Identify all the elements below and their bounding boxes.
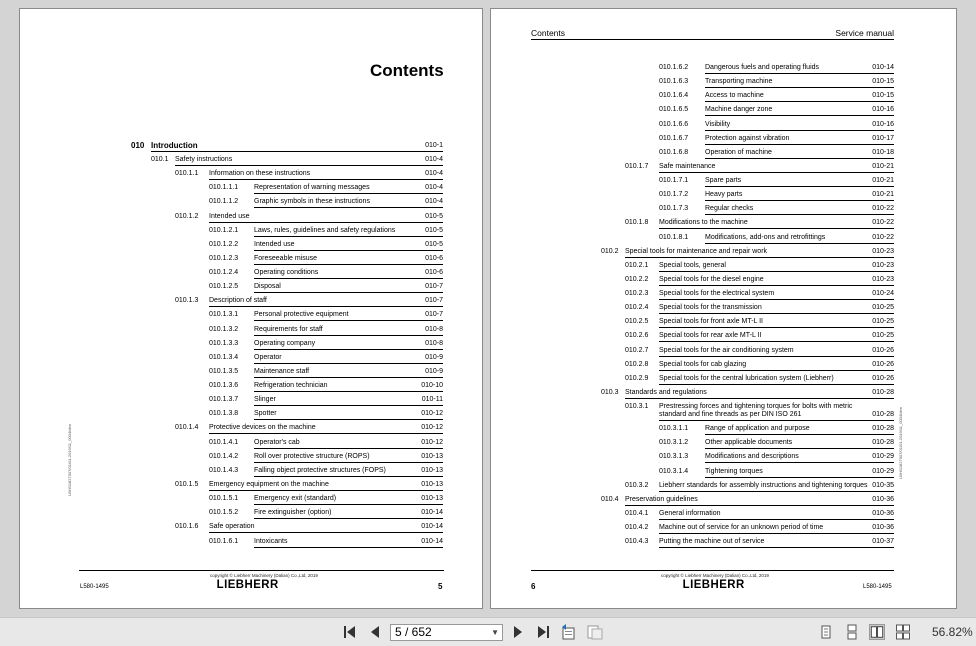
- first-page-icon[interactable]: [343, 625, 357, 639]
- toc-entry-number: 010.2.4: [625, 304, 649, 312]
- toc-entry-rule: [659, 420, 894, 421]
- toc-entry-rule: [659, 519, 894, 520]
- toc-entry-rule: [254, 448, 443, 449]
- toc-entry-number: 010.4.1: [625, 509, 649, 517]
- copyright-text: copyright © Liebherr Machinery (Dalian) Co.,Ltd, 2019: [210, 573, 318, 578]
- toc-entry-title: Special tools for maintenance and repair work: [625, 247, 768, 255]
- toc-entry-title: Spare parts: [705, 177, 742, 185]
- toc-entry-title: Special tools for the central lubrication system (Liebherr): [659, 374, 834, 382]
- toc-entry-page: 010-22: [872, 205, 894, 213]
- toc-entry-title: Fire extinguisher (option): [254, 509, 332, 517]
- copyright-text: copyright © Liebherr Machinery (Dalian) Co.,Ltd, 2019: [661, 573, 769, 578]
- toc-entry-number: 010.1.1: [175, 170, 199, 178]
- toc-entry-page: 010-12: [421, 438, 443, 446]
- last-page-icon[interactable]: [536, 625, 550, 639]
- toc-entry-title: Dangerous fuels and operating fluids: [705, 64, 820, 71]
- toc-entry-rule: [705, 158, 894, 159]
- toc-entry-rule: [705, 87, 894, 88]
- toc-entry-title: Slinger: [254, 396, 276, 404]
- toc-entry-title: Putting the machine out of service: [659, 538, 765, 546]
- toc-entry-page: 010-5: [425, 240, 443, 248]
- toc-entry-rule: [659, 313, 894, 314]
- toc-entry-title: Maintenance staff: [254, 367, 310, 375]
- toc-entry-title: Operating conditions: [254, 269, 319, 277]
- toc-entry-number: 010.1.3.5: [209, 367, 239, 375]
- toc-entry-title: General information: [659, 509, 721, 517]
- toc-entry-title: Falling object protective structures (FOPS): [254, 466, 386, 474]
- toc-entry-page: 010-16: [872, 120, 894, 128]
- model-code: L580-1495: [80, 584, 109, 590]
- toc-entry-rule: [705, 101, 894, 102]
- toc-entry-title: Regular checks: [705, 205, 754, 213]
- toc-entry-rule: [254, 405, 443, 406]
- toc-entry-title: Requirements for staff: [254, 325, 323, 333]
- toc-entry-page: 010-15: [872, 78, 894, 86]
- chapter-number: 010: [131, 141, 145, 150]
- toc-entry-number: 010.1.8: [625, 219, 649, 227]
- toc-entry-rule: [705, 144, 894, 145]
- footer-rule: [79, 570, 444, 571]
- toc-entry-rule: [659, 370, 894, 371]
- chapter-title: Introduction: [151, 141, 198, 150]
- toc-entry-number: 010.1.7.1: [659, 177, 689, 185]
- toc-entry-rule: [254, 363, 443, 364]
- toc-entry-rule: [625, 505, 894, 506]
- toc-entry-number: 010.1.3.6: [209, 382, 239, 390]
- toc-entry-number: 010.1.2.1: [209, 226, 239, 234]
- toc-entry-rule: [705, 477, 894, 478]
- toc-entry-rule: [254, 236, 443, 237]
- toc-entry-title: Description of staff: [209, 297, 267, 305]
- side-doc-code: LBH/11827007/01/01-2019/11_0004/den: [898, 407, 903, 479]
- toc-entry-number: 010.3.1.1: [659, 425, 689, 433]
- toc-entry-page: 010-26: [872, 374, 894, 382]
- toc-entry-page: 010-28: [872, 388, 894, 396]
- toc-entry-rule: [705, 115, 894, 116]
- toc-entry-page: 010-26: [872, 346, 894, 354]
- toc-entry-page: 010-18: [872, 148, 894, 156]
- toc-entry-number: 010.1.6.4: [659, 92, 689, 100]
- toc-entry-rule: [659, 384, 894, 385]
- toc-entry-title: Machine out of service for an unknown period of time: [659, 524, 824, 532]
- toc-entry-title: Heavy parts: [705, 191, 743, 199]
- toc-entry-page: 010-22: [872, 219, 894, 227]
- toc-entry-page: 010-7: [425, 283, 443, 291]
- toc-entry-rule: [705, 243, 894, 244]
- toc-entry-page: 010-9: [425, 353, 443, 361]
- toc-entry-number: 010.2.8: [625, 360, 649, 368]
- toc-entry-rule: [659, 299, 894, 300]
- toc-entry-number: 010.1.2.4: [209, 269, 239, 277]
- toc-entry-rule: [254, 320, 443, 321]
- toc-entry-page: 010-36: [872, 524, 894, 532]
- toc-entry-title: Information on these instructions: [209, 170, 311, 178]
- toc-entry-number: 010.2.1: [625, 261, 649, 269]
- toc-entry-number: 010.1.6.1: [209, 537, 239, 545]
- document-page-right: [490, 8, 957, 609]
- toc-entry-number: 010.1.6.3: [659, 78, 689, 86]
- toc-entry-number: 010.1.4: [175, 424, 199, 432]
- toc-entry-rule: [254, 462, 443, 463]
- toc-entry-number: 010.1.8.1: [659, 233, 689, 241]
- toc-entry-page: 010-11: [421, 396, 443, 404]
- toc-entry-page: 010-21: [872, 191, 894, 199]
- two-page-continuous-icon[interactable]: [895, 624, 911, 640]
- toc-entry-title: Safe operation: [209, 523, 255, 531]
- toc-entry-title: Disposal: [254, 283, 281, 291]
- toc-entry-page: 010-13: [421, 480, 443, 488]
- toc-entry-title: Special tools for cab glazing: [659, 360, 747, 368]
- toc-entry-number: 010.2.2: [625, 275, 649, 283]
- toc-entry-number: 010.1.3.3: [209, 339, 239, 347]
- toc-entry-title: Special tools, general: [659, 261, 726, 269]
- footer-rule: [531, 570, 894, 571]
- toc-entry-number: 010.1.2: [175, 212, 199, 220]
- toc-entry-page: 010-10: [421, 382, 443, 390]
- toc-entry-number: 010.1.7.2: [659, 191, 689, 199]
- toc-entry-page: 010-13: [421, 466, 443, 474]
- toc-entry-number: 010.3.2: [625, 481, 649, 489]
- header-contents: Contents: [531, 28, 566, 38]
- toc-entry-rule: [705, 130, 894, 131]
- toc-entry-rule: [254, 547, 443, 548]
- toc-entry-title: Special tools for front axle MT-L II: [659, 318, 764, 326]
- toc-entry-rule: [254, 504, 443, 505]
- toc-entry-rule: [659, 491, 894, 492]
- toc-entry-number: 010.1.5.2: [209, 509, 239, 517]
- toc-entry-title: Safe maintenance: [659, 162, 716, 170]
- toc-entry-rule: [705, 73, 894, 74]
- toc-entry-page: 010-14: [421, 523, 443, 531]
- toc-entry-page: 010-13: [421, 495, 443, 503]
- toc-entry-rule: [659, 533, 894, 534]
- toc-entry-page: 010-23: [872, 247, 894, 255]
- toc-entry-title: Preservation guidelines: [625, 495, 698, 503]
- chevron-down-icon[interactable]: ▼: [491, 628, 499, 637]
- toc-entry-number: 010.1.7.3: [659, 205, 689, 213]
- toc-entry-page: 010-28: [872, 425, 894, 433]
- toc-entry-page: 010-12: [421, 410, 443, 418]
- toc-entry-title: Emergency exit (standard): [254, 495, 337, 503]
- toc-entry-title: Machine danger zone: [705, 106, 773, 114]
- toc-entry-page: 010-23: [872, 275, 894, 283]
- zoom-level[interactable]: 56.82%: [932, 625, 973, 639]
- toc-entry-title: Emergency equipment on the machine: [209, 480, 329, 488]
- toc-entry-rule: [705, 200, 894, 201]
- toc-entry-rule: [659, 341, 894, 342]
- toc-entry-rule: [705, 462, 894, 463]
- toc-entry-page: 010-25: [872, 318, 894, 326]
- two-page-icon[interactable]: [869, 624, 885, 640]
- toc-entry-rule: [209, 306, 443, 307]
- toc-entry-number: 010.1.7: [625, 162, 649, 170]
- contents-title: Contents: [370, 61, 444, 80]
- toc-entry-title: Roll over protective structure (ROPS): [254, 452, 370, 460]
- toc-entry-number: 010.1.3.4: [209, 353, 239, 361]
- toc-entry-page: 010-14: [421, 537, 443, 545]
- toc-entry-title: Representation of warning messages: [254, 184, 370, 192]
- toc-entry-title: Access to machine: [705, 92, 764, 100]
- toc-entry-number: 010.1.6.8: [659, 148, 689, 156]
- toc-entry-number: 010.1.4.2: [209, 452, 239, 460]
- toc-entry-title: Intended use: [254, 240, 295, 248]
- toc-entry-title: Personal protective equipment: [254, 311, 349, 319]
- toc-entry-number: 010.1.4.1: [209, 438, 239, 446]
- toc-entry-rule: [659, 356, 894, 357]
- toc-entry-number: 010.1.5: [175, 480, 199, 488]
- toc-entry-rule: [254, 207, 443, 208]
- toc-entry-title: Operating company: [254, 339, 316, 347]
- toc-entry-number: 010.4.2: [625, 524, 649, 532]
- toc-entry-title: Modifications and descriptions: [705, 453, 799, 461]
- toc-entry-title: Spotter: [254, 410, 277, 418]
- toc-entry-rule: [659, 547, 894, 548]
- toc-entry-title: Special tools for the air conditioning system: [659, 346, 794, 354]
- toc-entry-page: 010-35: [872, 481, 894, 489]
- toc-entry-rule: [209, 179, 443, 180]
- toc-entry-page: 010-25: [872, 332, 894, 340]
- toc-entry-number: 010.2.9: [625, 374, 649, 382]
- header-rule: [531, 39, 894, 40]
- toc-entry-rule: [705, 434, 894, 435]
- toc-entry-rule: [209, 433, 443, 434]
- toc-entry-rule: [659, 285, 894, 286]
- toc-entry-rule: [254, 278, 443, 279]
- toc-entry-rule: [659, 172, 894, 173]
- model-code: L580-1495: [863, 584, 892, 590]
- toc-entry-number: 010.1.6.2: [659, 64, 689, 71]
- page-number: 6: [531, 582, 536, 591]
- toc-entry-page: 010-26: [872, 360, 894, 368]
- side-doc-code: LBH/11827007/01/01-2019/11_0004/den: [67, 424, 72, 496]
- toc-entry-page: 010-29: [872, 453, 894, 461]
- toc-entry-rule: [209, 490, 443, 491]
- toc-entry-page: 010-28: [872, 439, 894, 447]
- pdf-toolbar: [0, 617, 976, 646]
- single-page-icon[interactable]: [818, 624, 834, 640]
- toc-entry-title: Modifications to the machine: [659, 219, 748, 227]
- toc-entry-number: 010.2.7: [625, 346, 649, 354]
- toc-entry-page: 010-7: [425, 297, 443, 305]
- toc-entry-title: Tightening torques: [705, 467, 763, 475]
- toc-entry-rule: [254, 292, 443, 293]
- chapter-page: 010-1: [425, 142, 443, 149]
- toc-entry-title: Laws, rules, guidelines and safety regulations: [254, 226, 396, 234]
- toc-entry-rule: [254, 391, 443, 392]
- toc-entry-page: 010-8: [425, 339, 443, 347]
- toc-entry-page: 010-21: [872, 162, 894, 170]
- toc-entry-number: 010.1.6.7: [659, 134, 689, 142]
- toc-entry-page: 010-4: [425, 156, 443, 163]
- toc-entry-number: 010.1.3.7: [209, 396, 239, 404]
- toc-entry-page: 010-7: [425, 311, 443, 319]
- toc-entry-title: Special tools for rear axle MT-L II: [659, 332, 762, 340]
- next-page-icon[interactable]: [512, 625, 524, 639]
- toc-entry-rule: [705, 448, 894, 449]
- toc-entry-number: 010.3.1.3: [659, 453, 689, 461]
- toc-entry-title: Protective devices on the machine: [209, 424, 316, 432]
- toc-entry-title: Other applicable documents: [705, 439, 793, 447]
- toc-entry-title: Intended use: [209, 212, 250, 220]
- toc-entry-number: 010.1.2.2: [209, 240, 239, 248]
- toc-entry-number: 010.2.6: [625, 332, 649, 340]
- toc-entry-number: 010.2.3: [625, 290, 649, 298]
- toc-entry-title: Visibility: [705, 120, 731, 128]
- toc-entry-title: Special tools for the diesel engine: [659, 275, 764, 283]
- toc-entry-page: 010-23: [872, 261, 894, 269]
- rotate-icon[interactable]: [560, 623, 578, 641]
- toc-entry-number: 010.1.3: [175, 297, 199, 305]
- toc-entry-title: Operator's cab: [254, 438, 300, 446]
- header-service-manual: Service manual: [835, 28, 894, 38]
- toc-entry-title: Range of application and purpose: [705, 425, 810, 433]
- toc-entry-number: 010.1.5.1: [209, 495, 239, 503]
- toc-entry-rule: [175, 165, 443, 166]
- toc-entry-number: 010.2: [601, 247, 619, 255]
- toc-entry-rule: [705, 186, 894, 187]
- page-number: 5: [438, 582, 443, 591]
- toc-entry-page: 010-28: [872, 411, 894, 419]
- toc-entry-rule: [254, 335, 443, 336]
- toc-entry-rule: [254, 264, 443, 265]
- toc-entry-number: 010.3: [601, 388, 619, 396]
- toc-entry-number: 010.1.6.6: [659, 120, 689, 128]
- toc-entry-number: 010.2.5: [625, 318, 649, 326]
- toc-entry-number: 010.1.4.3: [209, 466, 239, 474]
- toc-entry-page: 010-5: [425, 226, 443, 234]
- toc-entry-page: 010-22: [872, 233, 894, 241]
- toc-entry-number: 010.1.3.8: [209, 410, 239, 418]
- toc-entry-number: 010.1.3.1: [209, 311, 239, 319]
- toc-entry-page: 010-17: [872, 134, 894, 142]
- toc-entry-page: 010-16: [872, 106, 894, 114]
- toc-entry-number: 010.4: [601, 495, 619, 503]
- toc-entry-page: 010-36: [872, 509, 894, 517]
- toc-entry-title: Protection against vibration: [705, 134, 790, 142]
- toc-entry-title: Liebherr standards for assembly instructions and tightening torques: [659, 481, 868, 489]
- toc-entry-number: 010.1.1.2: [209, 198, 239, 206]
- toc-entry-page: 010-8: [425, 325, 443, 333]
- toc-entry-rule: [254, 377, 443, 378]
- continuous-page-icon[interactable]: [844, 624, 860, 640]
- toc-entry-number: 010.1.6: [175, 523, 199, 531]
- toc-entry-rule: [254, 419, 443, 420]
- chapter-rule: [151, 151, 443, 152]
- liebherr-logo: LIEBHERR: [682, 577, 745, 591]
- toc-entry-title: Refrigeration technician: [254, 382, 328, 390]
- toc-entry-number: 010.3.1.4: [659, 467, 689, 475]
- toc-entry-page: 010-14: [421, 509, 443, 517]
- toc-entry-title: Special tools for the transmission: [659, 304, 762, 312]
- toc-entry-rule: [254, 250, 443, 251]
- toc-entry-rule: [254, 193, 443, 194]
- page-number-input[interactable]: [390, 624, 503, 641]
- toc-entry-page: 010-5: [425, 212, 443, 220]
- toc-entry-number: 010.1: [151, 156, 169, 163]
- toc-entry-page: 010-4: [425, 198, 443, 206]
- toc-entry-page: 010-36: [872, 495, 894, 503]
- toc-entry-rule: [659, 271, 894, 272]
- toc-entry-title: Special tools for the electrical system: [659, 290, 775, 298]
- toc-entry-page: 010-12: [421, 424, 443, 432]
- toc-entry-title: Transporting machine: [705, 78, 773, 86]
- toc-entry-page: 010-14: [872, 64, 894, 71]
- toc-entry-page: 010-6: [425, 254, 443, 262]
- prev-page-icon[interactable]: [369, 625, 381, 639]
- toc-entry-title: Safety instructions: [175, 156, 233, 163]
- toc-entry-title: Prestressing forces and tightening torques for bolts with metric: [659, 403, 853, 411]
- toc-entry-page: 010-25: [872, 304, 894, 312]
- page-indicator: 5 / 652: [395, 625, 432, 639]
- toc-entry-title: Operator: [254, 353, 282, 361]
- toc-entry-page: 010-13: [421, 452, 443, 460]
- toc-entry-title: Operation of machine: [705, 148, 772, 156]
- toc-entry-number: 010.1.1.1: [209, 184, 239, 192]
- toc-entry-page: 010-21: [872, 177, 894, 185]
- liebherr-logo: LIEBHERR: [216, 577, 279, 591]
- toc-entry-title: Intoxicants: [254, 537, 288, 545]
- toc-entry-page: 010-6: [425, 269, 443, 277]
- toc-entry-page: 010-4: [425, 184, 443, 192]
- page-setup-icon[interactable]: [586, 623, 604, 641]
- toc-entry-rule: [659, 327, 894, 328]
- toc-entry-number: 010.4.3: [625, 538, 649, 546]
- toc-entry-page: 010-15: [872, 92, 894, 100]
- toc-entry-page: 010-4: [425, 170, 443, 178]
- toc-entry-rule: [625, 257, 894, 258]
- toc-entry-number: 010.1.6.5: [659, 106, 689, 114]
- toc-entry-number: 010.1.2.5: [209, 283, 239, 291]
- toc-entry-title: Standards and regulations: [625, 388, 707, 396]
- toc-entry-rule: [659, 228, 894, 229]
- document-page-left: [19, 8, 483, 609]
- toc-entry-rule: [254, 518, 443, 519]
- toc-entry-rule: [705, 214, 894, 215]
- toc-entry-number: 010.3.1: [625, 403, 649, 411]
- toc-entry-page: 010-24: [872, 290, 894, 298]
- toc-entry-rule: [209, 532, 443, 533]
- toc-entry-number: 010.1.2.3: [209, 254, 239, 262]
- toc-entry-rule: [254, 476, 443, 477]
- toc-entry-title: Graphic symbols in these instructions: [254, 198, 370, 206]
- toc-entry-page: 010-37: [872, 538, 894, 546]
- toc-entry-title: Modifications, add-ons and retrofittings: [705, 233, 826, 241]
- toc-entry-title-cont: standard and fine threads as per DIN ISO 261: [659, 411, 802, 419]
- toc-entry-number: 010.1.3.2: [209, 325, 239, 333]
- toc-entry-rule: [625, 398, 894, 399]
- toc-entry-page: 010-29: [872, 467, 894, 475]
- toc-entry-number: 010.3.1.2: [659, 439, 689, 447]
- toc-entry-rule: [209, 222, 443, 223]
- toc-entry-rule: [254, 349, 443, 350]
- toc-entry-page: 010-9: [425, 367, 443, 375]
- toc-entry-title: Foreseeable misuse: [254, 254, 318, 262]
